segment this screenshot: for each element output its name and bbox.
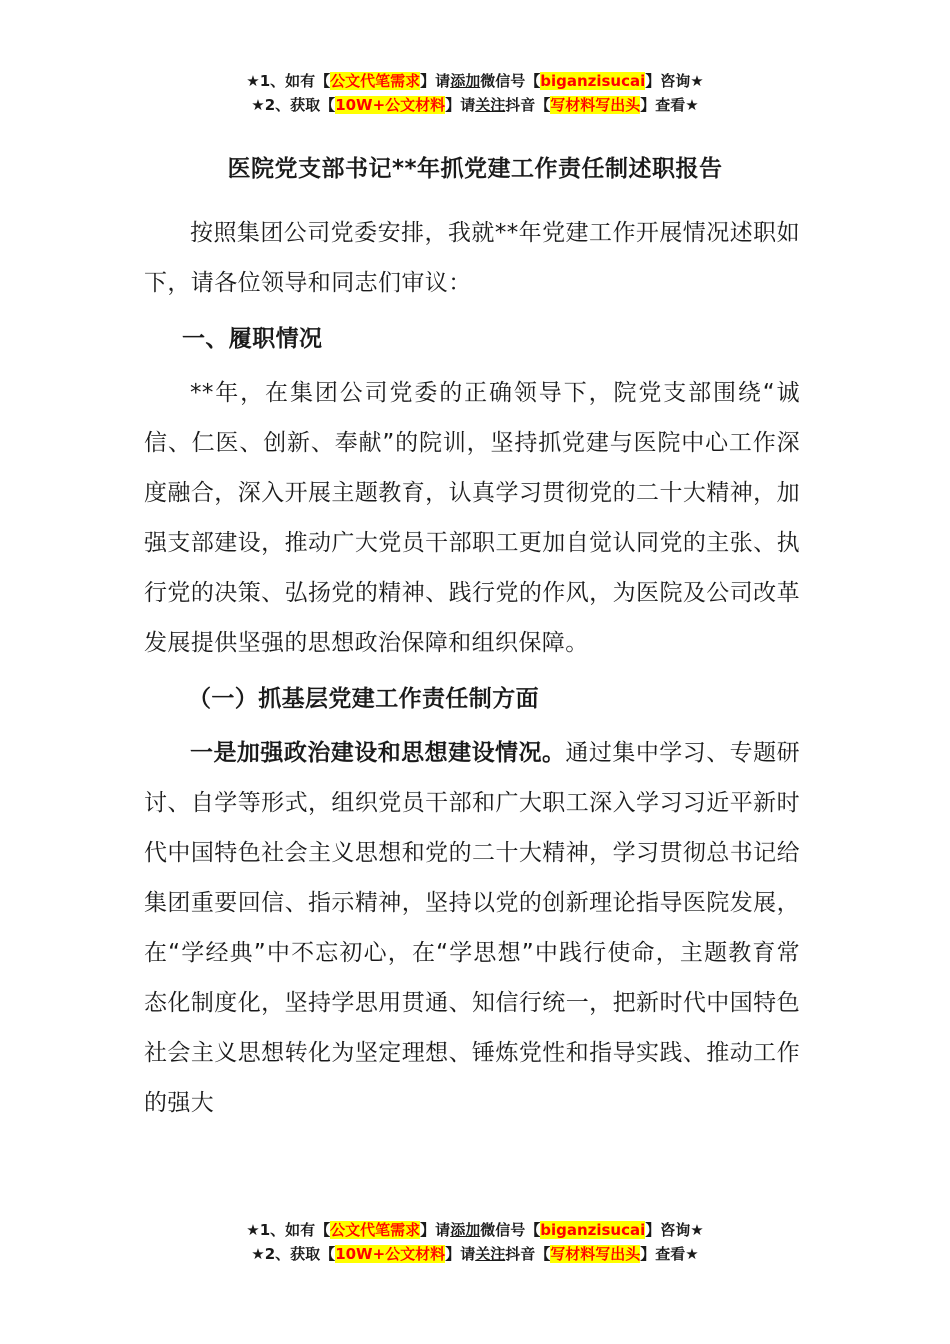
section-heading-1: 一、履职情况	[182, 326, 323, 352]
promo-line-1: ★1、如有【公文代笔需求】请添加微信号【biganzisucai】咨询★	[246, 1221, 704, 1239]
subsection-heading-1: （一）抓基层党建工作责任制方面	[188, 686, 539, 712]
promo-banner-top	[0, 69, 950, 117]
document-body	[144, 208, 800, 1128]
promo-line-2: ★2、获取【10W+公文材料】请关注抖音【写材料写出头】查看★	[251, 1245, 699, 1263]
paragraph-1: **年，在集团公司党委的正确领导下，院党支部围绕“诚信、仁医、创新、奉献”的院训，坚持抓党建与医院中心工作深度融合，深入开展主题教育，认真学习贯彻党的二十大精神，加强支部建设，推动广大党员干部职工更加自觉认同党的主张、执行党的决策、弘扬党的精神、践行党的作风，为医院及公司改革发展提供坚强的思想政治保障和组织保障。	[144, 380, 800, 656]
intro-paragraph: 按照集团公司党委安排，我就**年党建工作开展情况述职如下，请各位领导和同志们审议：	[144, 220, 800, 296]
document-title: 医院党支部书记**年抓党建工作责任制述职报告	[227, 156, 723, 182]
promo-line-1: ★1、如有【公文代笔需求】请添加微信号【biganzisucai】咨询★	[246, 72, 704, 90]
paragraph-2	[144, 728, 800, 1128]
paragraph-2-lead: 一是加强政治建设和思想建设情况。	[190, 740, 566, 766]
promo-line-2: ★2、获取【10W+公文材料】请关注抖音【写材料写出头】查看★	[251, 96, 699, 114]
promo-banner-bottom	[0, 1218, 950, 1266]
paragraph-2-text: 通过集中学习、专题研讨、自学等形式，组织党员干部和广大职工深入学习习近平新时代中国特色社会主义思想和党的二十大精神，学习贯彻总书记给集团重要回信、指示精神，坚持以党的创新理论指导医院发展，在“学经典”中不忘初心，在“学思想”中践行使命，主题教育常态化制度化，坚持学思用贯通、知信行统一，把新时代中国特色社会主义思想转化为坚定理想、锤炼党性和指导实践、推动工作的强大	[144, 740, 800, 1116]
